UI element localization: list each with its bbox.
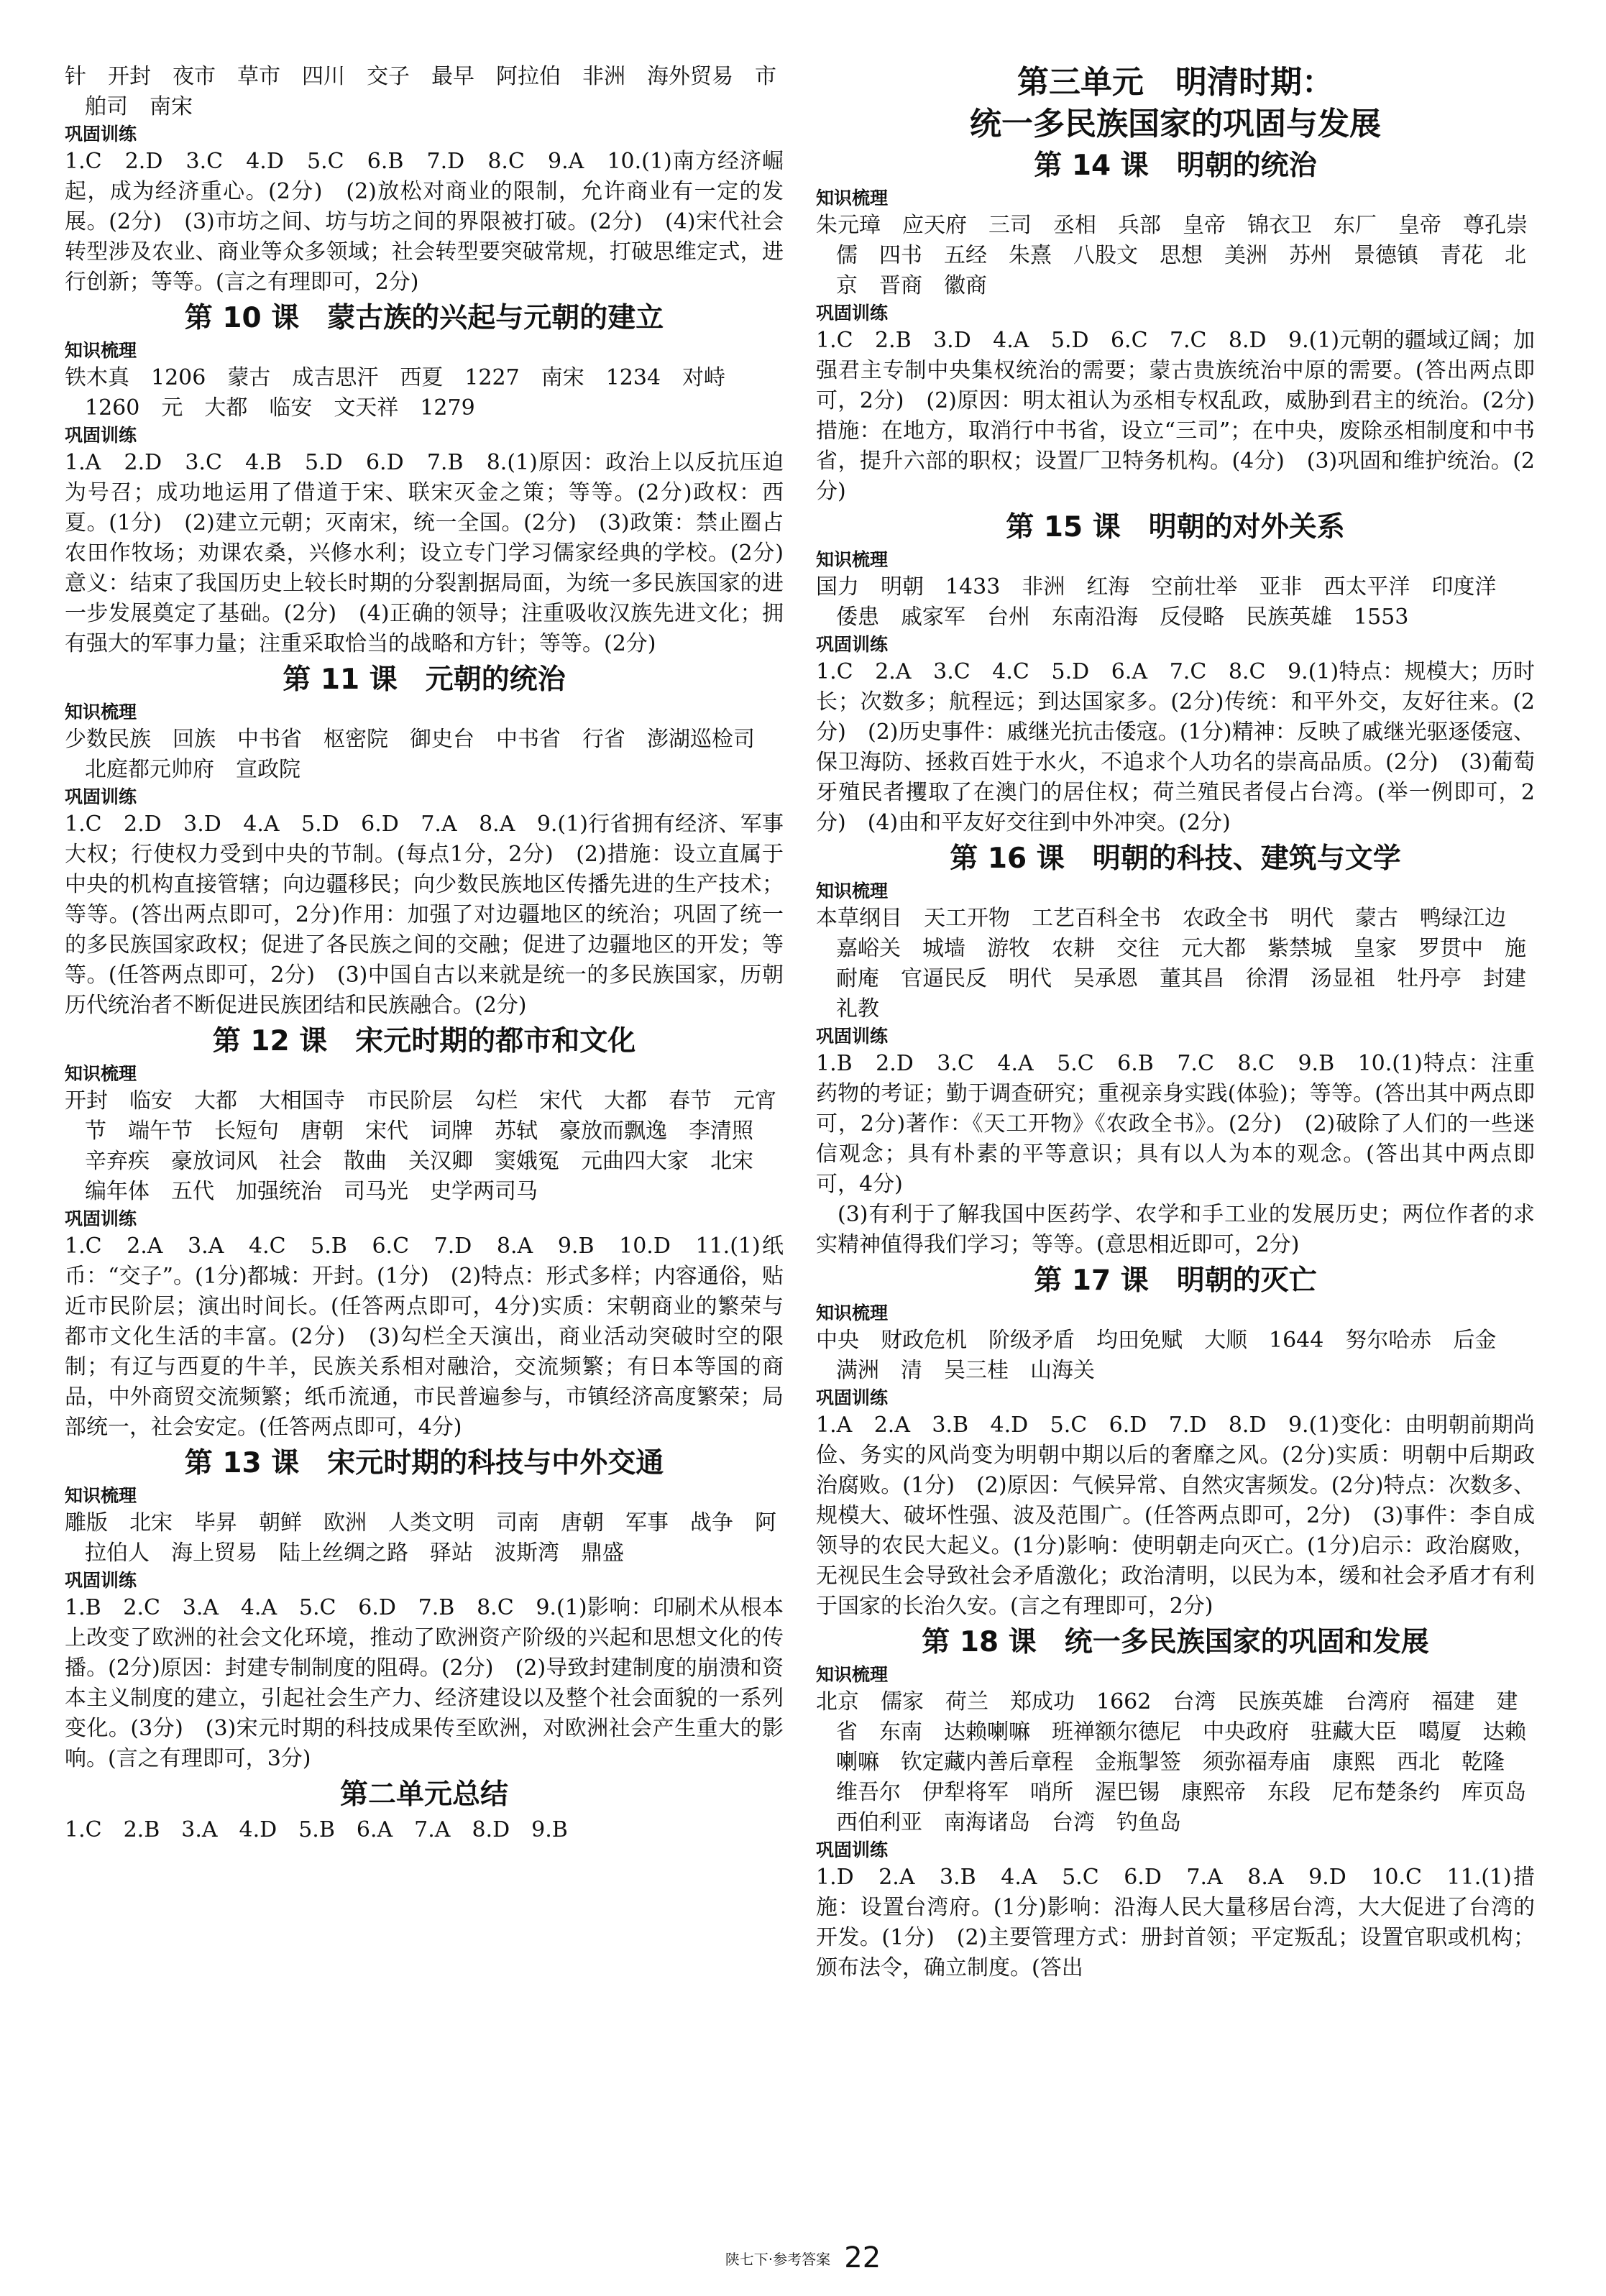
unit-2-summary-title: 第二单元总结	[339, 1778, 508, 1811]
answers-text: 1.C 2.D 3.D 4.A 5.D 6.D 7.A 8.A 9.(1)行省拥有经济、军事大权；行使权力受到中央的节制。(每点1分，2分) (2)措施：设立直属于中央的机构直接管辖；向边疆移民；向少数民族地区传播先进的生产技术；等等。(答出两点即可，2分)作用：加强了对边疆地区的统治；巩固了统一的多民族国家政权；促进了各民族之间的交融；促进了边疆地区的开发；等等。(任答两点即可，2分) (3)中国自古以来就是统一的多民族国家，历朝历代统治者不断促进民族团结和民族融合。(2分)	[65, 812, 784, 1018]
practice-label: 巩固训练	[816, 303, 889, 323]
knowledge-terms: 少数民族 回族 中书省 枢密院 御史台 中书省 行省 澎湖巡检司 北庭都元帅府 宣政院	[65, 727, 776, 782]
answers-text: 1.C 2.A 3.A 4.C 5.B 6.C 7.D 8.A 9.B 10.D 11.(1)纸币：“交子”。(1分)都城：开封。(1分) (2)特点：形式多样；内容通俗，贴近市民阶层；演出时间长。(任答两点即可，4分)实质：宋朝商业的繁荣与都市文化生活的丰富。(2分) (3)勾栏全天演出，商业活动突破时空的限制；有辽与西夏的牛羊，民族关系相对融洽，交流频繁；有日本等国的商品，中外商贸交流频繁；纸币流通，市民普遍参与，市镇经济高度繁荣；局部统一，社会安定。(任答两点即可，4分)	[65, 1234, 784, 1440]
answers-text: 1.C 2.B 3.A 4.D 5.B 6.A 7.A 8.D 9.B	[65, 1817, 568, 1842]
top-terms: 针 开封 夜市 草市 四川 交子 最早 阿拉伯 非洲 海外贸易 市舶司 南宋	[65, 64, 776, 119]
lesson-17-title: 第 17 课 明朝的灭亡	[1034, 1264, 1317, 1297]
knowledge-terms: 国力 明朝 1433 非洲 红海 空前壮举 亚非 西太平洋 印度洋 倭患 戚家军 台州 东南沿海 反侵略 民族英雄 1553	[816, 574, 1518, 630]
lesson-13-title: 第 13 课 宋元时期的科技与中外交通	[184, 1447, 664, 1479]
knowledge-terms: 北京 儒家 荷兰 郑成功 1662 台湾 民族英雄 台湾府 福建 建省 东南 达赖喇嘛 班禅额尔德尼 中央政府 驻藏大臣 噶厦 达赖喇嘛 钦定藏内善后章程 金瓶掣签 须弥福寿庙 康熙 西北 乾隆 维吾尔 伊犁将军 哨所 渥巴锡 康熙帝 东段 尼布楚条约 库页岛 西伯利亚 南海诸岛 台湾 钓鱼岛	[816, 1689, 1548, 1835]
section-label: 巩固训练	[65, 124, 137, 144]
knowledge-label: 知识梳理	[816, 1664, 889, 1685]
knowledge-label: 知识梳理	[65, 340, 137, 361]
practice-label: 巩固训练	[65, 1570, 137, 1591]
knowledge-terms: 中央 财政危机 阶级矛盾 均田免赋 大顺 1644 努尔哈赤 后金 满洲 清 吴三桂 山海关	[816, 1328, 1518, 1383]
answers-text: 1.C 2.A 3.C 4.C 5.D 6.A 7.C 8.C 9.(1)特点：规模大；历时长；次数多；航程远；到达国家多。(2分)传统：和平外交，友好往来。(2分) (2)历史事件：戚继光抗击倭寇。(1分)精神：反映了戚继光驱逐倭寇、保卫海防、拯救百姓于水火，不追求个人功名的崇高品质。(2分) (3)葡萄牙殖民者攫取了在澳门的居住权；荷兰殖民者侵占台湾。(举一例即可，2分) (4)由和平友好交往到中外冲突。(2分)	[816, 659, 1535, 835]
knowledge-terms: 本草纲目 天工开物 工艺百科全书 农政全书 明代 蒙古 鸭绿江边 嘉峪关 城墙 游牧 农耕 交往 元大都 紫禁城 皇家 罗贯中 施耐庵 官逼民反 明代 吴承恩 董其昌 徐渭 汤显祖 牡丹亭 封建礼教	[816, 906, 1528, 1021]
knowledge-terms: 开封 临安 大都 大相国寺 市民阶层 勾栏 宋代 大都 春节 元宵节 端午节 长短句 唐朝 宋代 词牌 苏轼 豪放而飘逸 李清照 辛弃疾 豪放词风 社会 散曲 关汉卿 窦娥冤 元曲四大家 北宋 编年体 五代 加强统治 司马光 史学两司马	[65, 1088, 776, 1204]
practice-label: 巩固训练	[65, 425, 137, 446]
page-number: 22	[844, 2241, 881, 2274]
practice-label: 巩固训练	[816, 634, 889, 655]
knowledge-label: 知识梳理	[816, 549, 889, 570]
answers-text: 1.A 2.D 3.C 4.B 5.D 6.D 7.B 8.(1)原因：政治上以反抗压迫为号召；成功地运用了借道于宋、联宋灭金之策；等等。(2分)政权：西夏。(1分) (2)建立元朝；灭南宋，统一全国。(2分) (3)政策：禁止圈占农田作牧场；劝课农桑，兴修水利；设立专门学习儒家经典的学校。(2分)意义：结束了我国历史上较长时期的分裂割据局面，为统一多民族国家的进一步发展奠定了基础。(2分) (4)正确的领导；注重吸收汉族先进文化；拥有强大的军事力量；注重采取恰当的战略和方针；等等。(2分)	[65, 450, 784, 656]
knowledge-terms: 雕版 北宋 毕昇 朝鲜 欧洲 人类文明 司南 唐朝 军事 战争 阿拉伯人 海上贸易 陆上丝绸之路 驿站 波斯湾 鼎盛	[65, 1510, 776, 1566]
knowledge-label: 知识梳理	[65, 702, 137, 722]
page-footer	[0, 2241, 1606, 2274]
answers-text: 1.B 2.D 3.C 4.A 5.C 6.B 7.C 8.C 9.B 10.(1)特点：注重药物的考证；勤于调查研究；重视亲身实践(体验)；等等。(答出其中两点即可，2分)著作：《天工开物》《农政全书》。(2分) (2)破除了人们的一些迷信观念；具有朴素的平等意识；具有以人为本的观念。(答出其中两点即可，4分)	[816, 1051, 1535, 1197]
knowledge-label: 知识梳理	[65, 1485, 137, 1506]
practice-label: 巩固训练	[65, 786, 137, 807]
knowledge-terms: 铁木真 1206 蒙古 成吉思汗 西夏 1227 南宋 1234 对峙 1260 元 大都 临安 文天祥 1279	[65, 365, 748, 421]
knowledge-label: 知识梳理	[816, 881, 889, 901]
answers-text: 1.C 2.B 3.D 4.A 5.D 6.C 7.C 8.D 9.(1)元朝的疆域辽阔；加强君主专制中央集权统治的需要；蒙古贵族统治中原的需要。(答出两点即可，2分) (2)原因：明太祖认为丞相专权乱政，威胁到君主的统治。(2分)措施：在地方，取消行中书省，设立“三司”；在中央，废除丞相制度和中书省，提升六部的职权；设置厂卫特务机构。(4分) (3)巩固和维护统治。(2分)	[816, 328, 1535, 504]
answers-text: 1.C 2.D 3.C 4.D 5.C 6.B 7.D 8.C 9.A 10.(1)南方经济崛起，成为经济重心。(2分) (2)放松对商业的限制，允许商业有一定的发展。(2分) (3)市坊之间、坊与坊之间的界限被打破。(2分) (4)宋代社会转型涉及农业、商业等众多领域；社会转型要突破常规，打破思维定式，进行创新；等等。(言之有理即可，2分)	[65, 149, 784, 295]
practice-label: 巩固训练	[816, 1387, 889, 1408]
lesson-15-title: 第 15 课 明朝的对外关系	[1006, 511, 1345, 543]
answers-text: 1.B 2.C 3.A 4.A 5.C 6.D 7.B 8.C 9.(1)影响：印刷术从根本上改变了欧洲的社会文化环境，推动了欧洲资产阶级的兴起和思想文化的传播。(2分)原因：封建专制制度的阻碍。(2分) (2)导致封建制度的崩溃和资本主义制度的建立，引起社会生产力、经济建设以及整个社会面貌的一系列变化。(3分) (3)宋元时期的科技成果传至欧洲，对欧洲社会产生重大的影响。(言之有理即可，3分)	[65, 1595, 784, 1771]
practice-label: 巩固训练	[65, 1208, 137, 1229]
unit-3-title-line2: 统一多民族国家的巩固与发展	[970, 106, 1381, 142]
knowledge-terms: 朱元璋 应天府 三司 丞相 兵部 皇帝 锦衣卫 东厂 皇帝 尊孔崇儒 四书 五经 朱熹 八股文 思想 美洲 苏州 景德镇 青花 北京 晋商 徽商	[816, 213, 1528, 298]
practice-label: 巩固训练	[816, 1840, 889, 1860]
answers-text-continued: (3)有利于了解我国中医药学、农学和手工业的发展历史；两位作者的求实精神值得我们学习；等等。(意思相近即可，2分)	[816, 1202, 1535, 1257]
answers-text: 1.D 2.A 3.B 4.A 5.C 6.D 7.A 8.A 9.D 10.C 11.(1)措施：设置台湾府。(1分)影响：沿海人民大量移居台湾，大大促进了台湾的开发。(1分) (2)主要管理方式：册封首领；平定叛乱；设置官职或机构；颁布法令，确立制度。(答出	[816, 1865, 1535, 1980]
lesson-11-title: 第 11 课 元朝的统治	[283, 663, 566, 696]
practice-label: 巩固训练	[816, 1026, 889, 1047]
unit-3-title-line1: 第三单元 明清时期：	[1017, 64, 1334, 101]
footer-label: 陕七下·参考答案	[725, 2250, 831, 2268]
knowledge-label: 知识梳理	[816, 1303, 889, 1323]
answers-text: 1.A 2.A 3.B 4.D 5.C 6.D 7.D 8.D 9.(1)变化：由明朝前期尚俭、务实的风尚变为明朝中期以后的奢靡之风。(2分)实质：明朝中后期政治腐败。(1分) (2)原因：气候异常、自然灾害频发。(2分)特点：次数多、规模大、破坏性强、波及范围广。(任答两点即可，2分) (3)事件：李自成领导的农民大起义。(1分)影响：使明朝走向灭亡。(1分)启示：政治腐败，无视民生会导致社会矛盾激化；政治清明，以民为本，缓和社会矛盾才有利于国家的长治久安。(言之有理即可，2分)	[816, 1413, 1535, 1619]
lesson-14-title: 第 14 课 明朝的统治	[1034, 150, 1317, 182]
lesson-10-title: 第 10 课 蒙古族的兴起与元朝的建立	[184, 302, 664, 334]
lesson-12-title: 第 12 课 宋元时期的都市和文化	[212, 1025, 636, 1057]
lesson-16-title: 第 16 课 明朝的科技、建筑与文学	[950, 842, 1401, 875]
knowledge-label: 知识梳理	[816, 188, 889, 208]
knowledge-label: 知识梳理	[65, 1063, 137, 1084]
lesson-18-title: 第 18 课 统一多民族国家的巩固和发展	[922, 1626, 1429, 1658]
right-column	[816, 62, 1548, 1983]
left-column	[65, 62, 784, 1845]
